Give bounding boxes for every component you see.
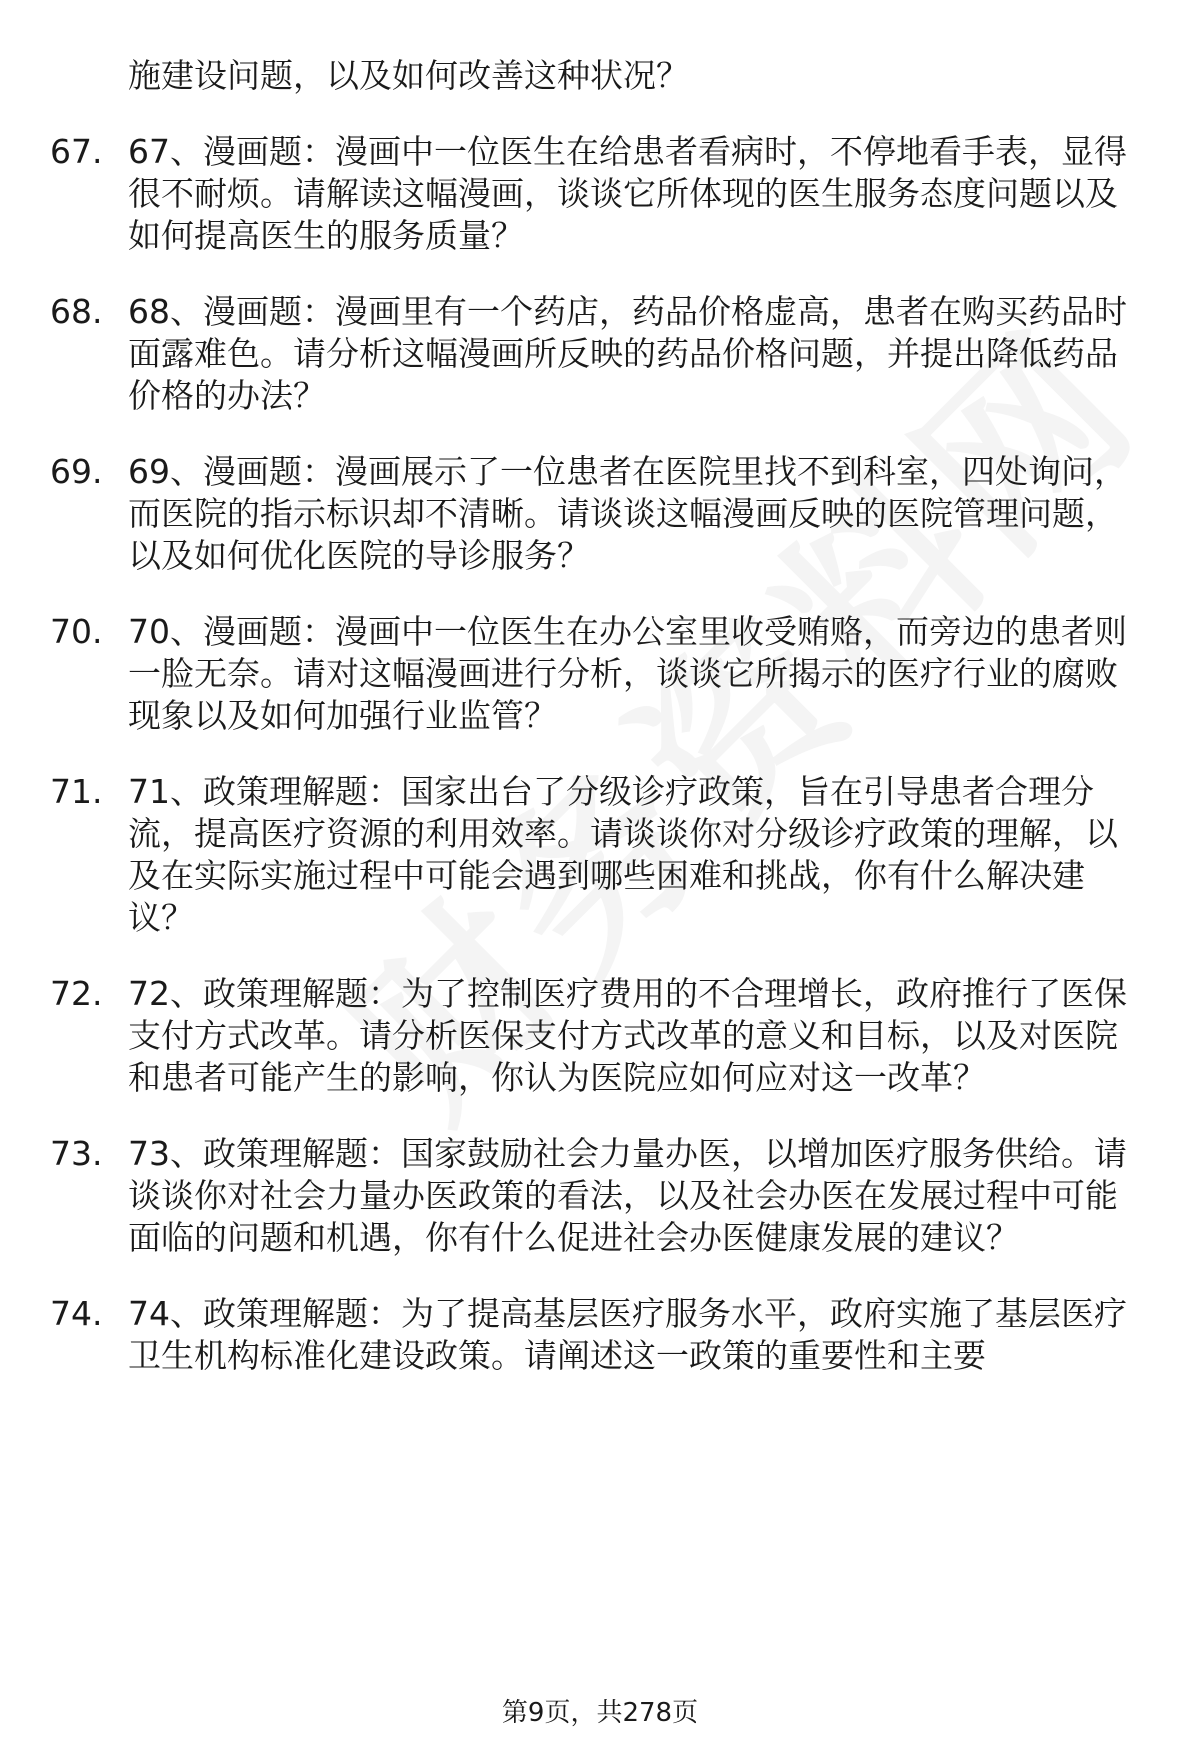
item-text: 74、政策理解题：为了提高基层医疗服务水平，政府实施了基层医疗卫生机构标准化建设政策。请阐述这一政策的重要性和主要 bbox=[128, 1294, 1127, 1375]
continuation-text: 施建设问题，以及如何改善这种状况？ bbox=[128, 56, 689, 95]
item-text: 68、漫画题：漫画里有一个药店，药品价格虚高，患者在购买药品时面露难色。请分析这幅漫画所反映的药品价格问题，并提出降低药品价格的办法？ bbox=[128, 292, 1127, 415]
list-item bbox=[0, 451, 1200, 577]
item-number: 68. bbox=[50, 292, 103, 331]
list-item bbox=[0, 611, 1200, 737]
item-number: 67. bbox=[50, 132, 103, 171]
list-item bbox=[0, 973, 1200, 1099]
list-item bbox=[0, 771, 1200, 939]
page-footer: 第9页，共278页 bbox=[501, 1698, 699, 1728]
item-number: 72. bbox=[50, 974, 103, 1013]
item-number: 70. bbox=[50, 612, 103, 651]
item-number: 71. bbox=[50, 772, 103, 811]
list-item bbox=[0, 1133, 1200, 1259]
item-text: 73、政策理解题：国家鼓励社会力量办医，以增加医疗服务供给。请谈谈你对社会力量办医政策的看法，以及社会办医在发展过程中可能面临的问题和机遇，你有什么促进社会办医健康发展的建议？ bbox=[128, 1134, 1127, 1257]
item-text: 69、漫画题：漫画展示了一位患者在医院里找不到科室，四处询问，而医院的指示标识却不清晰。请谈谈这幅漫画反映的医院管理问题，以及如何优化医院的导诊服务？ bbox=[128, 452, 1127, 575]
list-item bbox=[0, 1293, 1200, 1377]
item-number: 74. bbox=[50, 1294, 103, 1333]
item-number: 69. bbox=[50, 452, 103, 491]
item-text: 71、政策理解题：国家出台了分级诊疗政策，旨在引导患者合理分流，提高医疗资源的利用效率。请谈谈你对分级诊疗政策的理解，以及在实际实施过程中可能会遇到哪些困难和挑战，你有什么解决建议？ bbox=[128, 772, 1118, 937]
list-item bbox=[0, 131, 1200, 257]
item-text: 72、政策理解题：为了控制医疗费用的不合理增长，政府推行了医保支付方式改革。请分析医保支付方式改革的意义和目标，以及对医院和患者可能产生的影响，你认为医院应如何应对这一改革？ bbox=[128, 974, 1127, 1097]
item-number: 73. bbox=[50, 1134, 103, 1173]
list-item bbox=[0, 291, 1200, 417]
item-text: 67、漫画题：漫画中一位医生在给患者看病时，不停地看手表，显得很不耐烦。请解读这幅漫画，谈谈它所体现的医生服务态度问题以及如何提高医生的服务质量？ bbox=[128, 132, 1127, 255]
item-text: 70、漫画题：漫画中一位医生在办公室里收受贿赂，而旁边的患者则一脸无奈。请对这幅漫画进行分析，谈谈它所揭示的医疗行业的腐败现象以及如何加强行业监管？ bbox=[128, 612, 1127, 735]
question-list bbox=[0, 55, 1200, 1377]
